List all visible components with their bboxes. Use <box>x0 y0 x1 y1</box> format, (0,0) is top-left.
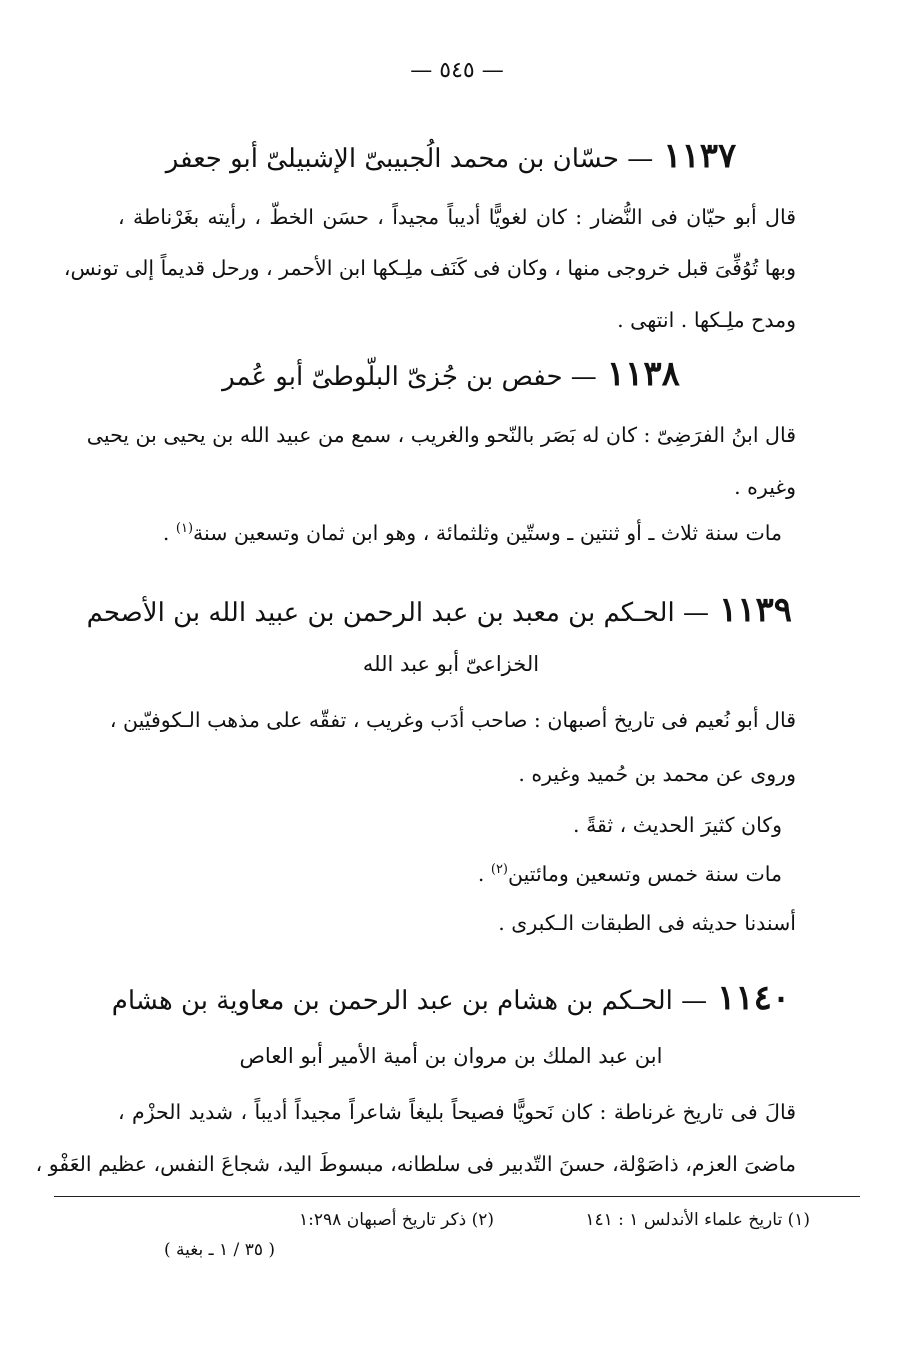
entry-text-line: وكان كثيرَ الحديث ، ثقةً . <box>573 813 782 837</box>
entry-text-line: قال ابنُ الفرَضِىّ : كان له بَصَر بالنّحو والغريب ، سمع من عبيد الله بن يحيى بن يحيى <box>86 423 796 447</box>
entry-name: — الحـكم بن معبد بن عبد الرحمن بن عبيد الله بن الأصحم <box>86 598 709 628</box>
entry-heading-1137 <box>110 136 792 176</box>
entry-text: مات سنة ثلاث ـ أو ثنتين ـ وستّين وثلثمائة ، وهو ابن ثمان وتسعين سنة <box>193 521 782 545</box>
entry-text-line <box>118 862 782 886</box>
entry-text-line: أسندنا حديثه فى الطبقات الـكبرى . <box>498 911 796 935</box>
entry-number: ١١٣٩ <box>718 590 792 630</box>
entry-text: مات سنة خمس وتسعين ومائتين <box>508 862 782 886</box>
printer-signature: ( ٣٥ / ١ ـ بغية ) <box>164 1240 276 1260</box>
footnote-ref-1: (١) <box>175 521 194 537</box>
entry-number: ١١٣٧ <box>663 136 737 176</box>
entry-heading-1138 <box>110 354 792 394</box>
entry-text-line: قالَ فى تاريخ غرناطة : كان نَحويًّا فصيحاً بليغاً شاعراً مجيداً أديباً ، شديد الحزْم ، <box>118 1100 796 1124</box>
footnote-2: (٢) ذكر تاريخ أصبهان ١:٢٩٨ <box>299 1210 494 1230</box>
entry-number: ١١٣٨ <box>606 354 680 394</box>
entry-subtitle: الخزاعىّ أبو عبد الله <box>362 652 540 676</box>
entry-text-line: قال أبو نُعيم فى تاريخ أصبهان : صاحب أدَب وغريب ، تفقّه على مذهب الـكوفيّين ، <box>109 708 796 732</box>
entry-name: — حسّان بن محمد الُجبيبىّ الإشبيلىّ أبو جعفر <box>165 144 654 174</box>
entry-text-line: وغيره . <box>734 475 796 499</box>
footnote-ref-2: (٢) <box>490 862 508 878</box>
entry-text-line: ومدح ملِـكها . انتهى . <box>617 308 796 332</box>
page-number: — ٥٤٥ — <box>410 58 504 83</box>
entry-text-line: وروى عن محمد بن حُميد وغيره . <box>518 762 796 786</box>
entry-text: . <box>477 862 491 886</box>
entry-text-line <box>118 521 782 545</box>
entry-name: — الحـكم بن هشام بن عبد الرحمن بن معاوية بن هشام <box>111 986 708 1016</box>
entry-text: . <box>162 521 176 545</box>
entry-heading-1139 <box>86 590 792 630</box>
entry-heading-1140 <box>110 978 792 1018</box>
footnote-1: (١) تاريخ علماء الأندلس ١ : ١٤١ <box>585 1210 810 1230</box>
entry-subtitle: ابن عبد الملك بن مروان بن أمية الأمير أبو العاص <box>239 1044 663 1068</box>
entry-name: — حفص بن جُزىّ البلّوطىّ أبو عُمر <box>222 362 597 392</box>
entry-text-line: قال أبو حيّان فى النُّضار : كان لغويًّا أديباً مجيداً ، حسَن الخطّ ، رأيته بغَرْناطة ، <box>118 205 796 229</box>
footnote-divider <box>54 1196 860 1197</box>
entry-text-line: وبها تُوُفِّىَ قبل خروجى منها ، وكان فى كَنَف ملِـكها ابن الأحمر ، ورحل قديماً إلى تونس، <box>63 256 796 280</box>
entry-number: ١١٤٠ <box>717 978 791 1018</box>
entry-text-line: ماضىَ العزم، ذاصَوْلة، حسنَ التّدبير فى سلطانه، مبسوطَ اليد، شجاعَ النفس، عظيم العَفْو ، <box>35 1152 796 1176</box>
